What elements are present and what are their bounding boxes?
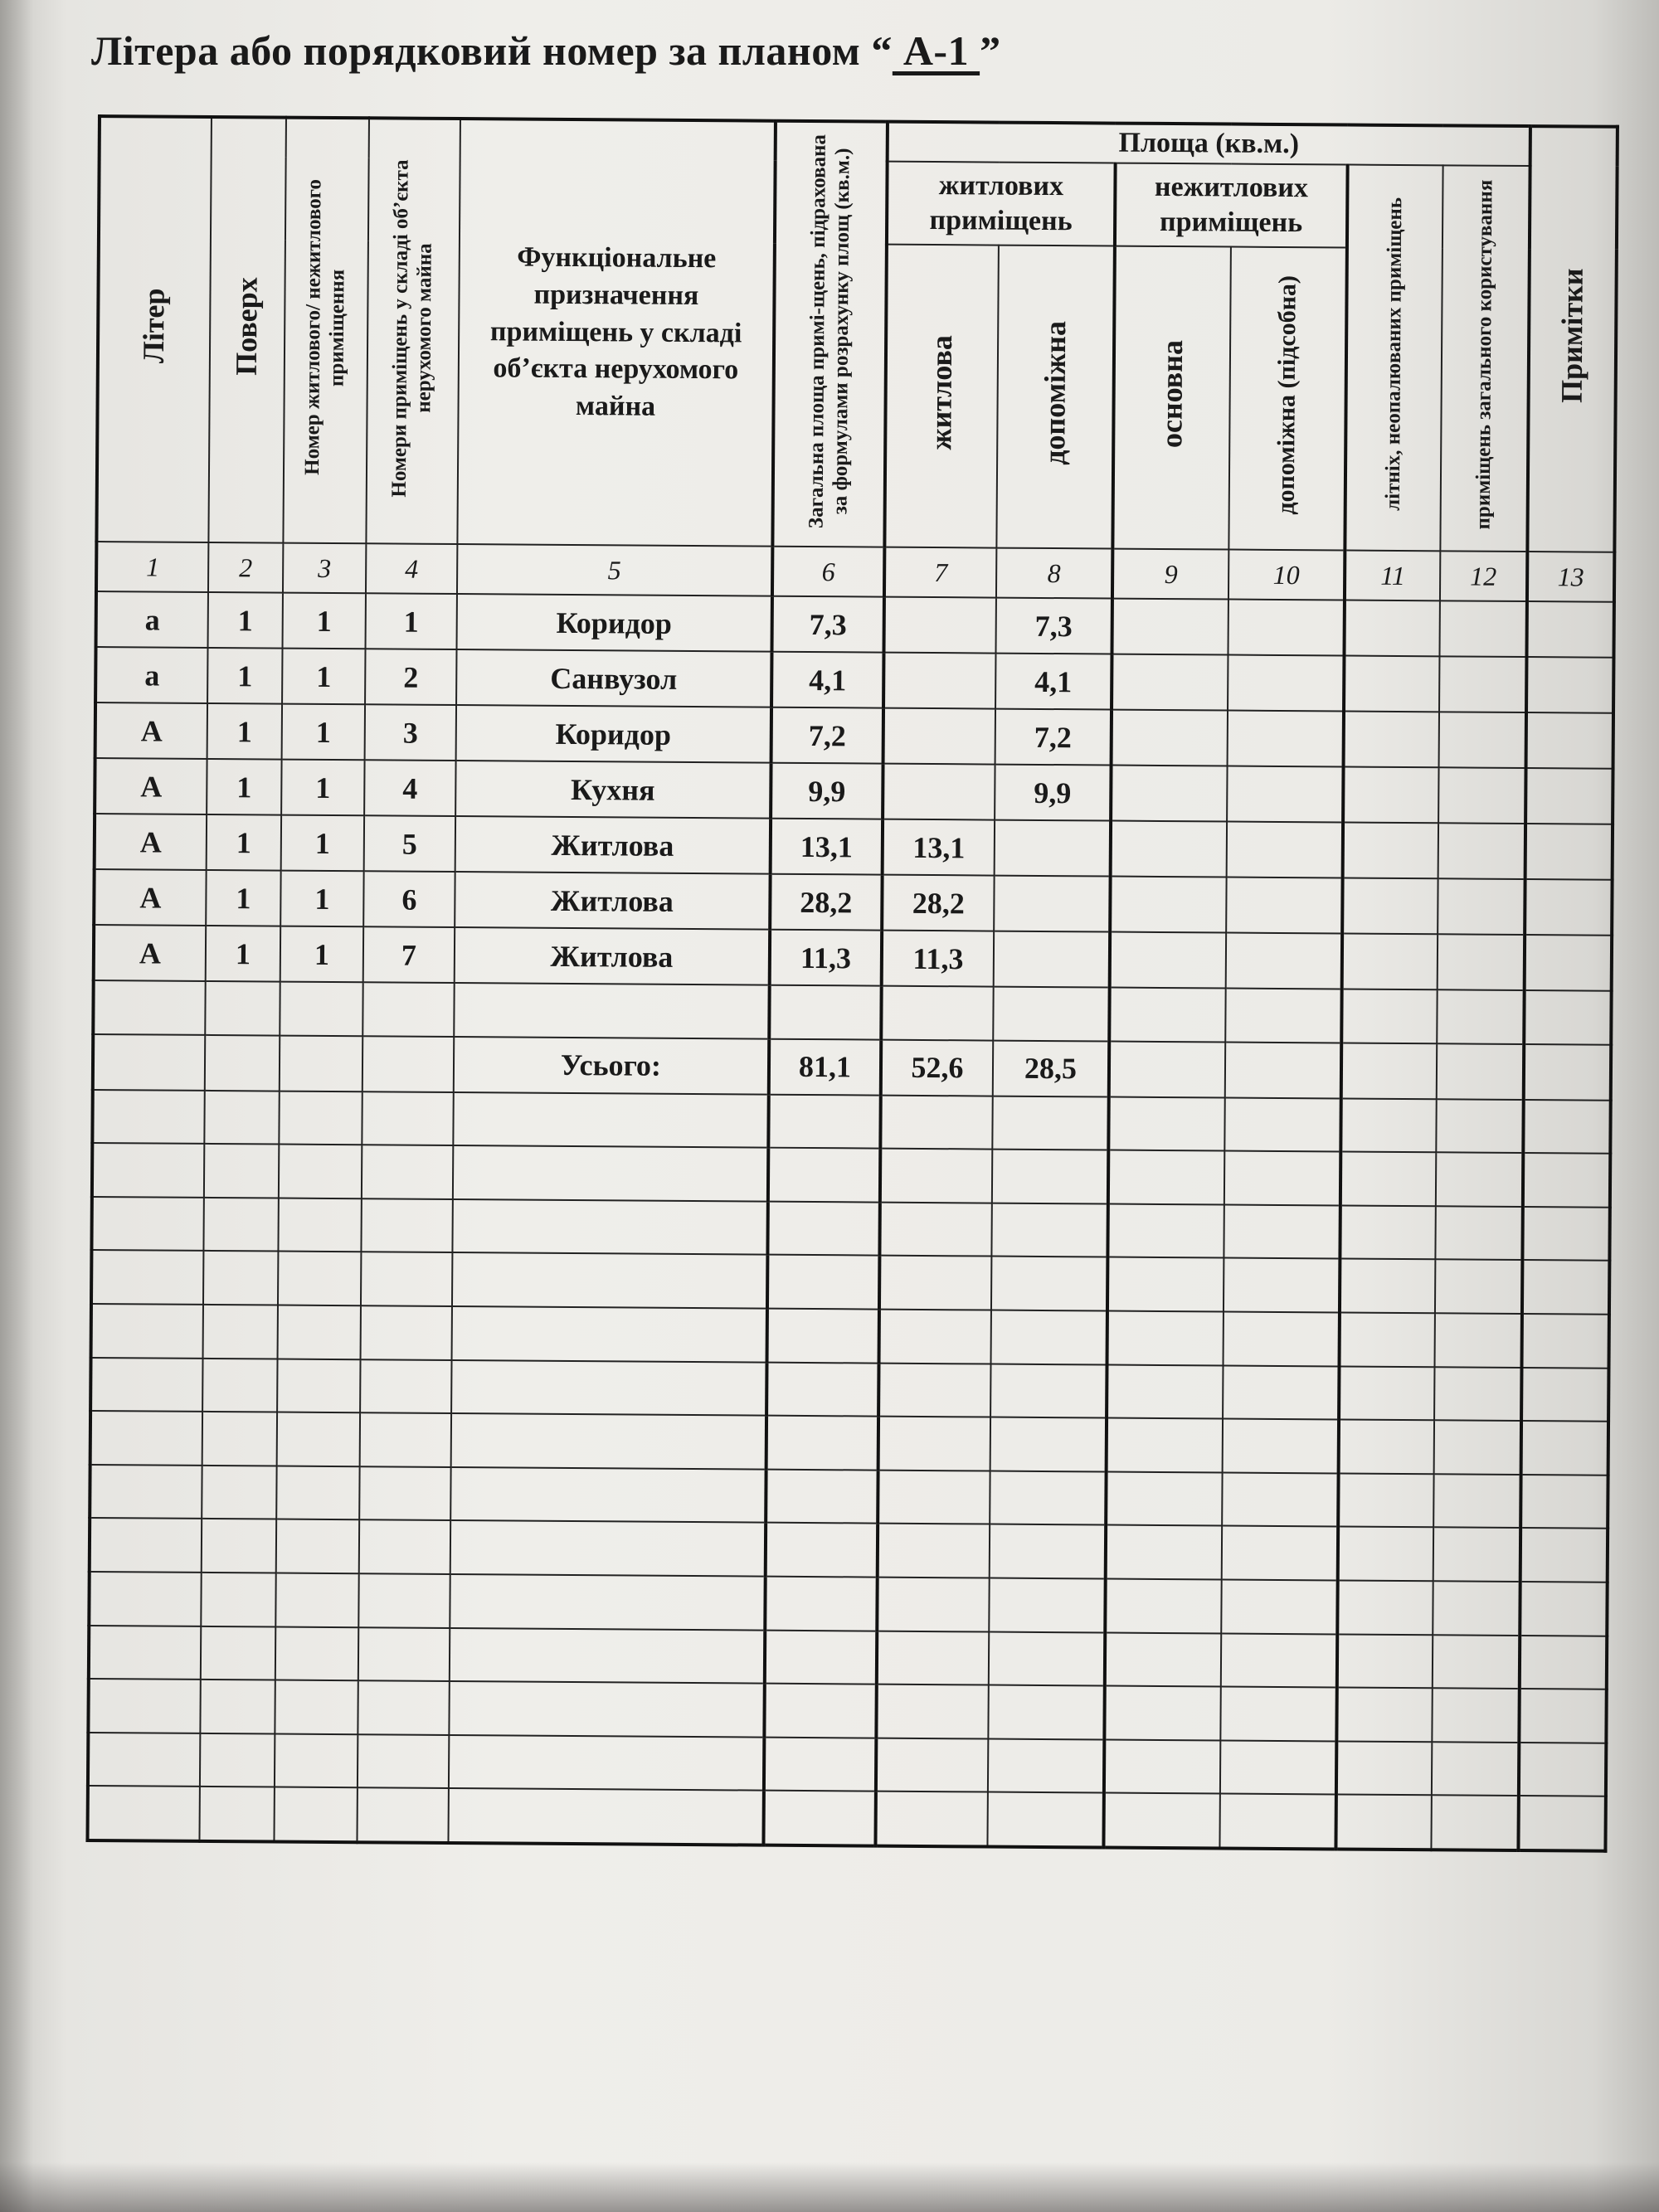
header-function: Функціональне призначення приміщень у складі об’єкта нерухомого майна — [457, 119, 776, 547]
cell-empty — [1344, 656, 1439, 712]
cell-name: Кухня — [455, 761, 771, 819]
cell-empty — [1343, 823, 1438, 879]
cell-liter: а — [96, 591, 208, 648]
cell-aux: 7,3 — [995, 598, 1112, 654]
document-title — [91, 27, 1001, 75]
cell-name: Санвузол — [456, 649, 771, 707]
cell-unit: 1 — [280, 926, 363, 983]
cell-empty — [1439, 600, 1527, 657]
page-edge-shadow — [0, 0, 33, 2212]
cell-total: 11,3 — [770, 930, 882, 986]
cell-unit: 1 — [282, 649, 365, 705]
cell-empty — [1227, 822, 1343, 878]
cell-liter: А — [95, 814, 207, 870]
cell-living: 28,2 — [882, 875, 994, 931]
totals-row — [93, 1034, 1611, 1101]
explication-table — [85, 114, 1619, 1853]
cell-total: 28,2 — [770, 874, 882, 931]
cell-empty — [1227, 766, 1343, 823]
cell-living — [883, 597, 995, 654]
table-header — [96, 116, 1618, 602]
cell-floor: 1 — [207, 759, 281, 815]
cell-empty — [1439, 712, 1527, 768]
cell-room: 2 — [365, 649, 456, 705]
cell-room: 4 — [364, 760, 455, 816]
cell-living — [883, 708, 995, 765]
cell-empty — [1438, 823, 1526, 879]
cell-total: 13,1 — [771, 819, 883, 875]
cell-empty — [1112, 710, 1228, 766]
header-residential-living: житлова — [884, 245, 999, 548]
cell-empty — [1226, 933, 1342, 989]
cell-liter: А — [95, 702, 207, 759]
cell-room: 3 — [365, 704, 456, 761]
table-row — [95, 758, 1613, 824]
cell-total: 9,9 — [771, 763, 883, 819]
header-residential-group: житлових приміщень — [887, 162, 1116, 246]
cell-unit: 1 — [280, 871, 363, 927]
cell-empty — [1111, 766, 1227, 822]
cell-living — [883, 653, 995, 709]
header-room-numbers-in-object: Номери приміщень у складі об’єкта нерухомого майна — [366, 118, 460, 544]
cell-liter: а — [95, 647, 207, 703]
cell-room: 5 — [364, 815, 455, 872]
cell-empty — [1343, 767, 1438, 824]
cell-empty — [1526, 712, 1613, 769]
cell-empty — [1228, 711, 1344, 767]
cell-floor: 1 — [206, 926, 280, 982]
column-number: 2 — [208, 542, 283, 593]
column-number: 5 — [457, 544, 772, 596]
totals-living: 52,6 — [881, 1039, 993, 1096]
cell-living — [883, 764, 995, 820]
cell-unit: 1 — [281, 760, 364, 816]
cell-empty — [1111, 821, 1227, 878]
cell-total: 7,2 — [771, 707, 883, 764]
table-body — [93, 591, 1614, 1100]
cell-floor: 1 — [207, 814, 281, 871]
column-number: 7 — [884, 547, 996, 598]
column-number: 6 — [772, 547, 884, 597]
page-bottom-shadow — [0, 2162, 1659, 2212]
cell-empty — [1110, 877, 1226, 933]
cell-floor: 1 — [207, 703, 282, 760]
cell-empty — [1112, 654, 1228, 711]
column-number: 8 — [996, 548, 1112, 599]
cell-name: Коридор — [456, 705, 771, 763]
cell-name: Житлова — [455, 927, 770, 985]
table-row — [95, 814, 1613, 880]
cell-empty — [1342, 933, 1438, 989]
cell-empty — [1110, 932, 1226, 989]
cell-empty — [1438, 878, 1525, 935]
table-row — [95, 647, 1613, 713]
table-row — [87, 1786, 1605, 1850]
cell-empty — [1344, 712, 1439, 768]
column-number: 1 — [96, 542, 208, 592]
header-nonresidential-aux: допоміжна (підсобна) — [1228, 247, 1347, 551]
cell-unit: 1 — [282, 704, 365, 761]
column-number: 9 — [1112, 549, 1228, 600]
cell-floor: 1 — [206, 870, 280, 926]
column-number: 12 — [1440, 551, 1527, 601]
cell-total: 4,1 — [771, 652, 883, 708]
cell-floor: 1 — [207, 648, 282, 704]
cell-room: 1 — [366, 593, 457, 649]
cell-empty — [1438, 934, 1525, 990]
header-nonresidential-group: нежитлових приміщень — [1115, 163, 1348, 248]
header-summer-unheated: літніх, неопалюваних приміщень — [1345, 165, 1443, 552]
cell-name: Житлова — [455, 816, 771, 874]
cell-empty — [1226, 878, 1342, 934]
empty-rows — [87, 1090, 1610, 1851]
cell-empty — [1342, 878, 1438, 934]
header-floor: Поверх — [208, 117, 286, 543]
explication-table-wrapper — [86, 114, 1616, 1801]
cell-empty — [1228, 655, 1344, 712]
cell-empty — [1526, 657, 1613, 713]
cell-unit: 1 — [281, 815, 364, 872]
cell-empty — [1438, 767, 1526, 824]
cell-empty — [1525, 935, 1612, 991]
plan-code: А-1 — [892, 27, 980, 74]
cell-empty — [1527, 601, 1614, 658]
column-number: 4 — [366, 543, 457, 594]
column-number: 10 — [1228, 550, 1345, 600]
cell-room: 6 — [363, 871, 455, 927]
totals-aux: 28,5 — [993, 1040, 1109, 1096]
table-row — [94, 869, 1612, 936]
table-row — [95, 702, 1613, 769]
header-area-group: Площа (кв.м.) — [888, 122, 1530, 166]
column-number: 13 — [1527, 552, 1614, 602]
cell-empty — [1525, 879, 1612, 936]
cell-aux — [995, 820, 1111, 877]
cell-aux — [994, 876, 1110, 932]
cell-name: Коридор — [457, 594, 772, 652]
cell-empty — [1344, 600, 1439, 657]
header-residential-aux: допоміжна — [996, 246, 1115, 549]
title-prefix: Літера або порядковий номер за планом “ — [91, 27, 893, 74]
totals-total: 81,1 — [769, 1038, 881, 1095]
table-row — [96, 591, 1614, 658]
cell-living: 11,3 — [882, 931, 994, 987]
header-nonresidential-main: основна — [1112, 246, 1231, 550]
header-notes: Примітки — [1527, 126, 1618, 552]
cell-unit: 1 — [283, 593, 366, 649]
totals-label: Усього: — [454, 1037, 769, 1095]
title-suffix: ” — [980, 27, 1001, 74]
cell-empty — [1112, 599, 1228, 655]
cell-aux: 4,1 — [995, 654, 1112, 710]
header-liter: Літер — [96, 116, 212, 542]
cell-total: 7,3 — [771, 596, 883, 653]
cell-room: 7 — [363, 926, 455, 983]
cell-empty — [1439, 656, 1527, 712]
column-number: 11 — [1345, 551, 1440, 601]
cell-aux — [994, 931, 1110, 988]
header-common-use: приміщень загального користування — [1440, 165, 1530, 552]
cell-empty — [1525, 768, 1613, 824]
cell-liter: А — [94, 869, 206, 926]
cell-living: 13,1 — [883, 819, 995, 876]
cell-aux: 9,9 — [995, 765, 1111, 821]
cell-empty — [1228, 600, 1344, 656]
cell-liter: А — [95, 758, 207, 814]
cell-floor: 1 — [208, 592, 283, 649]
cell-aux: 7,2 — [995, 709, 1112, 766]
table-row — [94, 925, 1612, 991]
column-number: 3 — [283, 543, 366, 594]
cell-name: Житлова — [455, 872, 770, 930]
header-room-number: Номер житлового/ нежитлового приміщення — [283, 118, 369, 544]
header-total-area: Загальна площа примі-щень, підрахована за формулами розрахунку площ (кв.м.) — [772, 121, 888, 547]
cell-liter: А — [94, 925, 206, 981]
cell-empty — [1525, 824, 1613, 880]
